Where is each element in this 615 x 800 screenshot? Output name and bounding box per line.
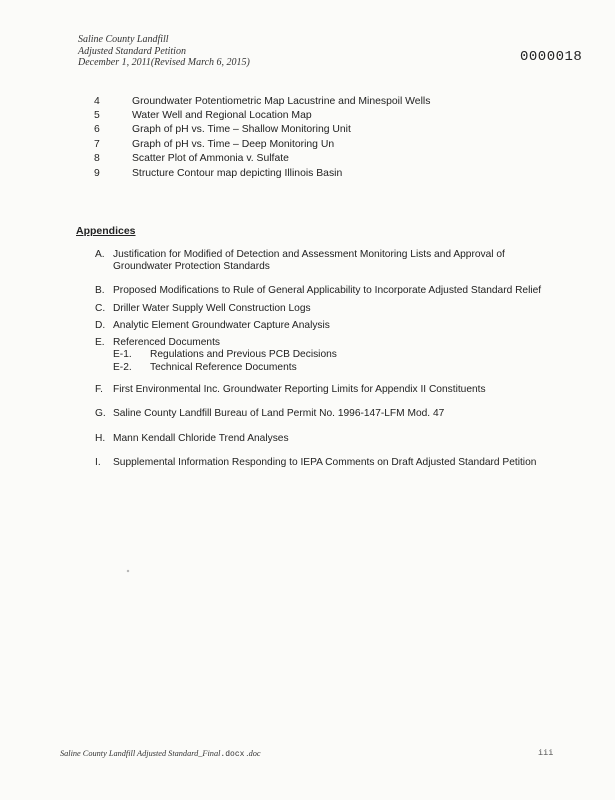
header-line-3: December 1, 2011(Revised March 6, 2015) — [78, 57, 250, 68]
appendix-e — [95, 337, 337, 374]
figure-number: 5 — [94, 110, 100, 122]
appendix-d — [95, 320, 330, 332]
header-line-2: Adjusted Standard Petition — [78, 45, 186, 57]
footer-filename — [60, 749, 261, 759]
appendix-letter: E. — [95, 337, 105, 348]
figure-number: 6 — [94, 124, 100, 136]
figure-number: 4 — [94, 95, 100, 107]
figure-item — [94, 108, 430, 122]
appendix-letter: A. — [95, 249, 105, 260]
appendix-i — [95, 457, 536, 469]
appendix-title: Referenced Documents — [113, 337, 221, 348]
appendix-title-cont: Groundwater Protection Standards — [113, 261, 270, 273]
appendix-g — [95, 408, 444, 420]
figure-item — [94, 152, 430, 166]
subitem-label: E-2. — [113, 361, 132, 373]
figure-list — [94, 94, 430, 180]
figure-number: 7 — [94, 138, 100, 150]
document-number: 0000018 — [520, 49, 583, 65]
appendix-letter: H. — [95, 433, 106, 444]
appendix-title: Proposed Modifications to Rule of General Applicability to Incorporate Adjusted Standard Relief — [113, 285, 542, 296]
subitem-title: Regulations and Previous PCB Decisions — [150, 349, 337, 361]
appendix-title: Driller Water Supply Well Construction Logs — [113, 303, 311, 314]
footer-filename-ext: .docx — [220, 750, 245, 759]
appendix-title: Supplemental Information Responding to IEPA Comments on Draft Adjusted Standard Petition — [113, 457, 537, 468]
appendix-title: Saline County Landfill Bureau of Land Permit No. 1996-147-LFM Mod. 47 — [113, 408, 445, 419]
appendix-title: Analytic Element Groundwater Capture Analysis — [113, 320, 330, 331]
figure-title: Graph of pH vs. Time – Shallow Monitoring Unit — [132, 124, 351, 136]
footer-filename-ext2: .doc — [246, 749, 261, 758]
subitem-title: Technical Reference Documents — [150, 361, 297, 373]
figure-item — [94, 94, 430, 108]
figure-title: Water Well and Regional Location Map — [132, 110, 312, 122]
appendix-letter: D. — [95, 320, 106, 331]
figure-item — [94, 123, 430, 137]
appendix-c — [95, 303, 311, 315]
figure-number: 8 — [94, 153, 100, 165]
figure-item — [94, 166, 430, 180]
appendix-title: Mann Kendall Chloride Trend Analyses — [113, 433, 289, 444]
appendix-f — [95, 384, 486, 396]
footer-filename-main: Saline County Landfill Adjusted Standard_Final — [60, 749, 221, 758]
subitem-label: E-1. — [113, 349, 132, 361]
appendix-b — [95, 285, 541, 297]
figure-title: Scatter Plot of Ammonia v. Sulfate — [132, 153, 289, 165]
appendix-h — [95, 433, 289, 445]
figure-number: 9 — [94, 167, 100, 179]
appendix-letter: G. — [95, 408, 106, 419]
appendix-letter: B. — [95, 285, 105, 296]
appendix-a — [95, 249, 505, 274]
appendix-letter: I. — [95, 457, 101, 468]
appendix-subitem — [113, 349, 337, 361]
appendix-title: Justification for Modified of Detection and Assessment Monitoring Lists and Approval of — [113, 249, 505, 260]
figure-item — [94, 137, 430, 151]
figure-title: Groundwater Potentiometric Map Lacustrine and Minespoil Wells — [132, 95, 431, 107]
appendices-heading: Appendices — [76, 225, 136, 237]
appendix-letter: F. — [95, 384, 103, 395]
scan-speck — [127, 570, 130, 573]
figure-title: Structure Contour map depicting Illinois Basin — [132, 167, 343, 179]
running-header — [78, 34, 250, 69]
page-number: iii — [538, 748, 554, 758]
appendix-letter: C. — [95, 303, 106, 314]
appendix-title: First Environmental Inc. Groundwater Reporting Limits for Appendix II Constituents — [113, 384, 486, 395]
appendix-subitem — [113, 362, 337, 374]
figure-title: Graph of pH vs. Time – Deep Monitoring Un — [132, 138, 335, 150]
header-line-1: Saline County Landfill — [78, 34, 169, 45]
